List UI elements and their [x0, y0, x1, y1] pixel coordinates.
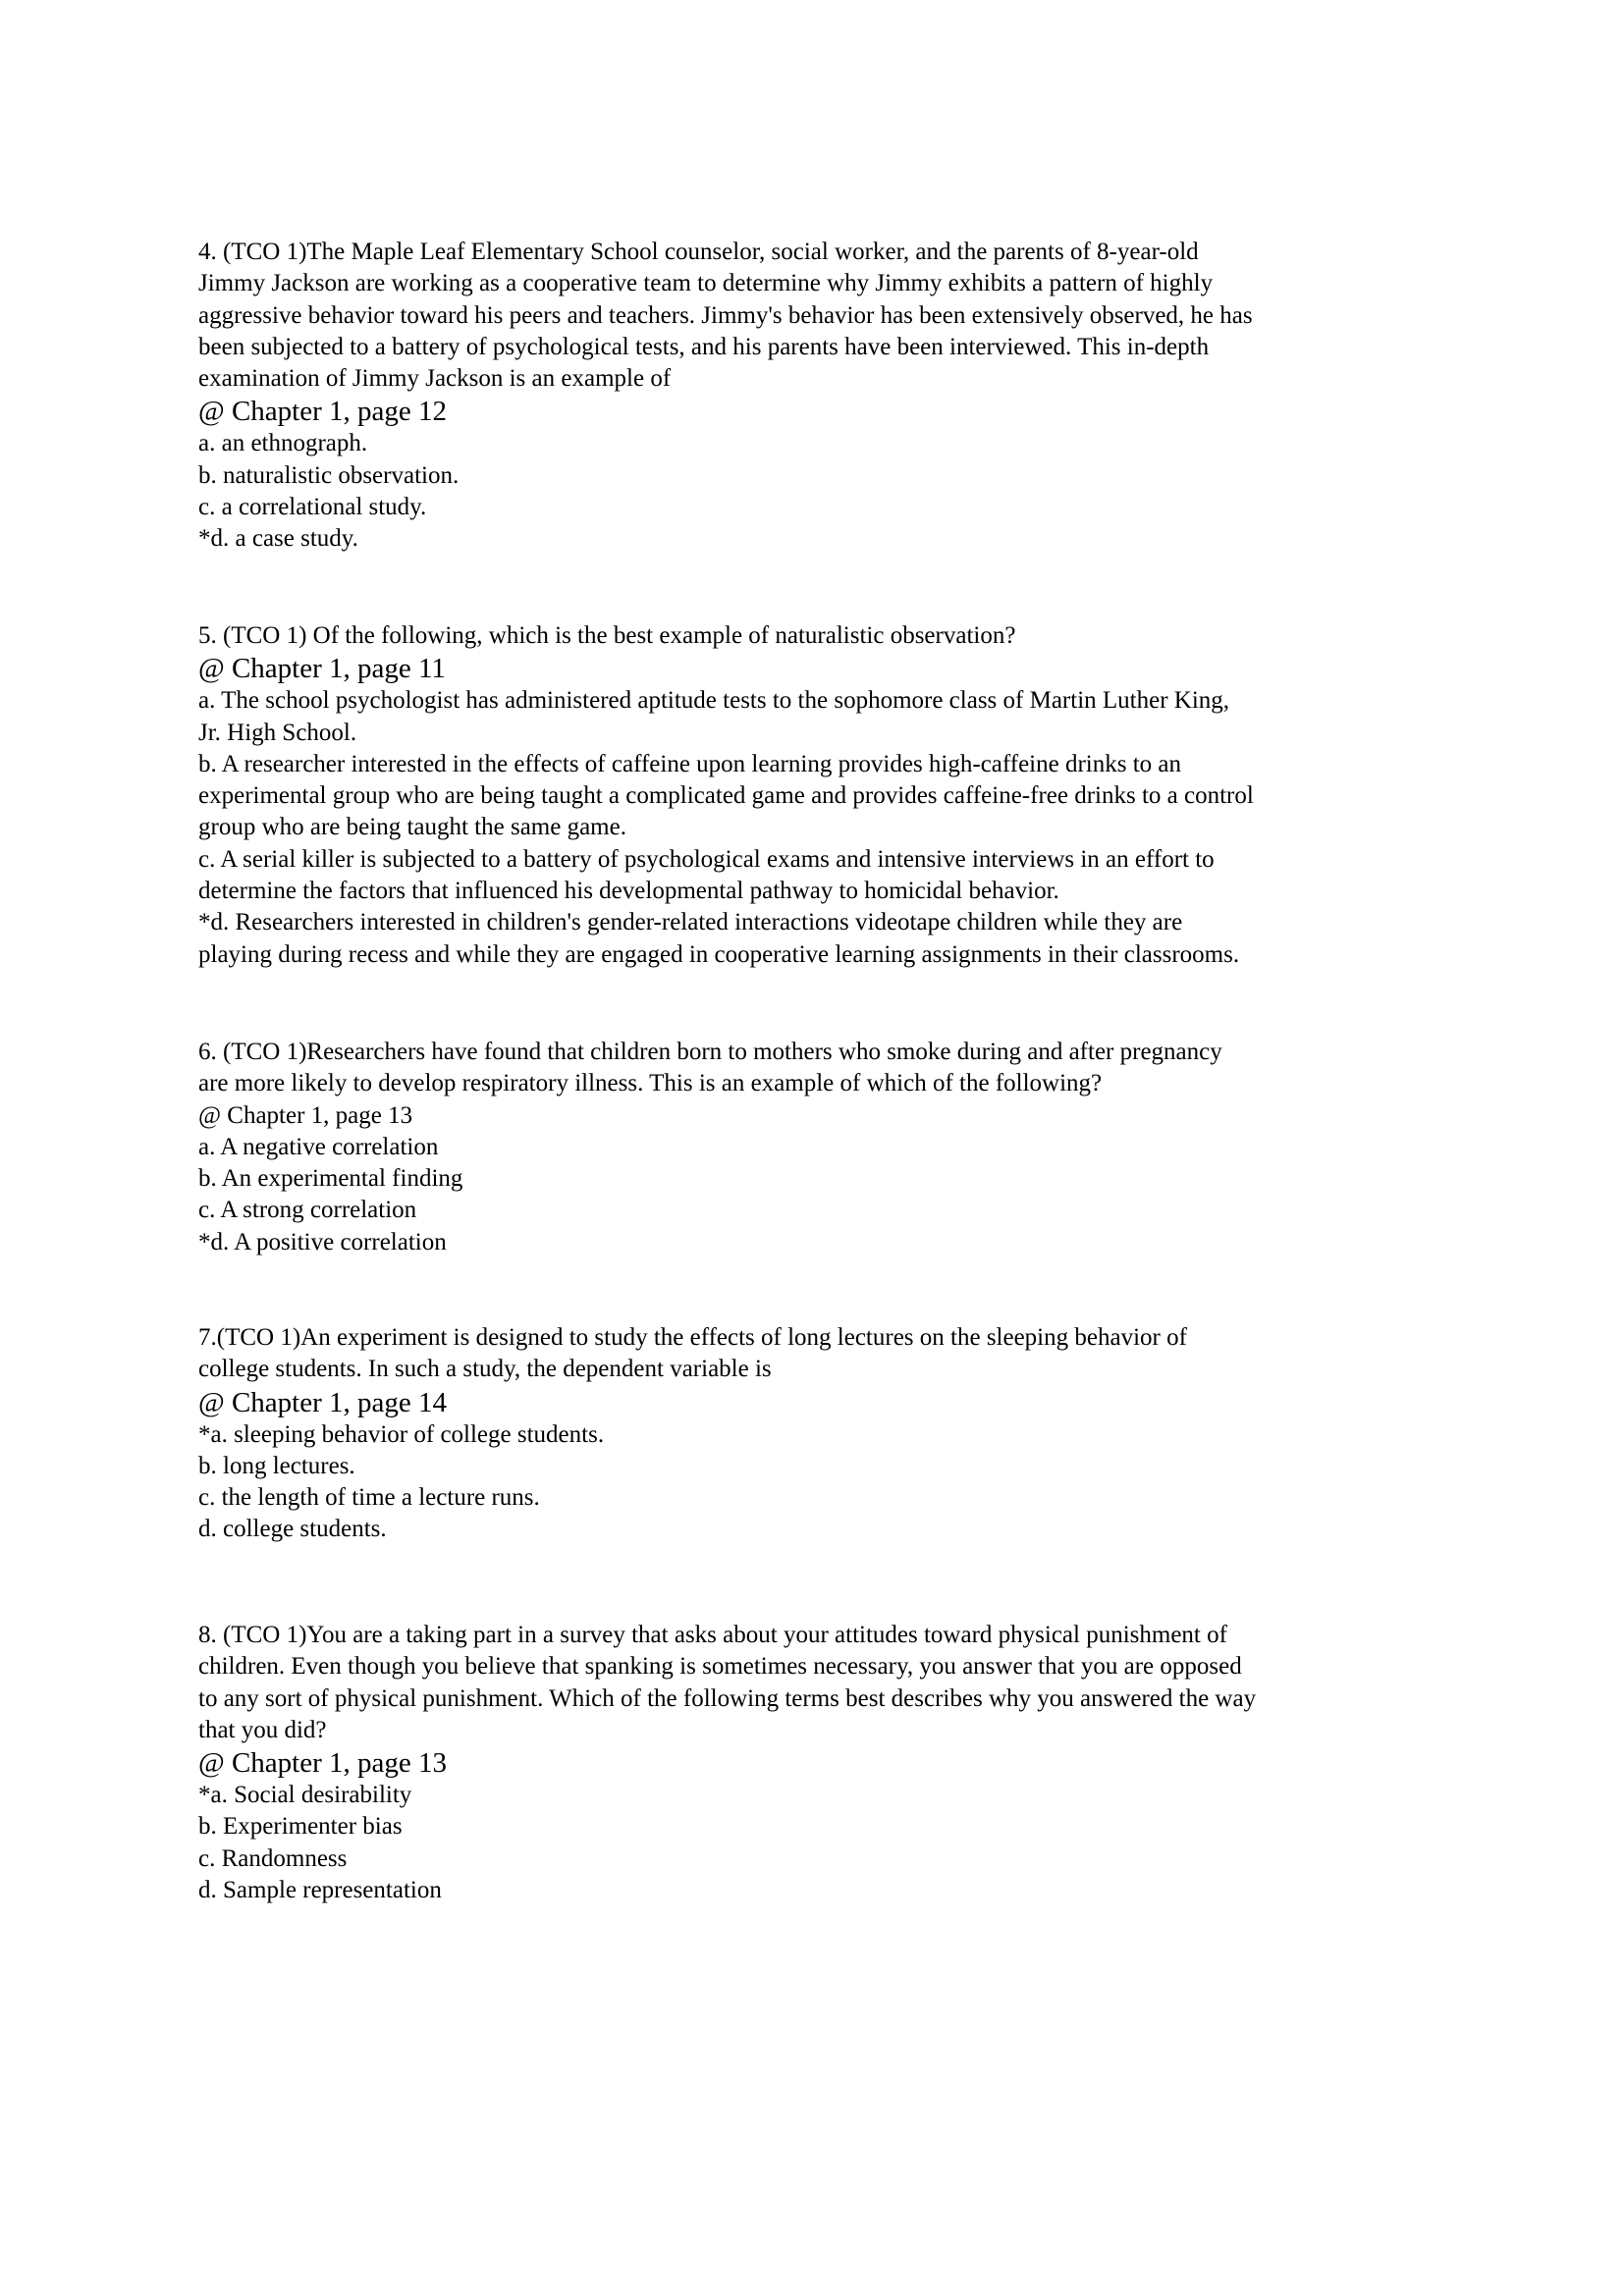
answer-option: c. Randomness	[198, 1844, 348, 1872]
chapter-reference: @ Chapter 1, page 13	[198, 1101, 413, 1129]
question-stem-line: are more likely to develop respiratory illness. This is an example of which of the following?	[198, 1070, 1103, 1097]
question-stem-line: Jimmy Jackson are working as a cooperative team to determine why Jimmy exhibits a pattern of highly	[198, 270, 1214, 297]
chapter-reference: @ Chapter 1, page 11	[198, 653, 446, 685]
question-stem-line: examination of Jimmy Jackson is an example of	[198, 365, 672, 393]
question-block	[198, 620, 1475, 971]
answer-option: determine the factors that influenced his developmental pathway to homicidal behavior.	[198, 878, 1059, 905]
question-stem-line: children. Even though you believe that spanking is sometimes necessary, you answer that you are opposed	[198, 1653, 1242, 1681]
answer-option: *a. Social desirability	[198, 1782, 412, 1809]
question-block	[198, 237, 1475, 556]
answer-option: *d. A positive correlation	[198, 1228, 447, 1255]
answer-option: b. Experimenter bias	[198, 1813, 403, 1841]
question-stem-line: aggressive behavior toward his peers and teachers. Jimmy's behavior has been extensively observed, he has	[198, 301, 1253, 329]
answer-option: group who are being taught the same game.	[198, 814, 626, 841]
question-stem-line: that you did?	[198, 1716, 327, 1743]
answer-option: d. Sample representation	[198, 1877, 442, 1904]
chapter-reference: @ Chapter 1, page 14	[198, 1386, 447, 1418]
answer-option: c. A strong correlation	[198, 1197, 417, 1224]
question-stem-line: 7.(TCO 1)An experiment is designed to study the effects of long lectures on the sleeping behavior of	[198, 1324, 1187, 1351]
answer-option: b. naturalistic observation.	[198, 461, 460, 489]
answer-option: c. A serial killer is subjected to a battery of psychological exams and intensive interviews in an effort to	[198, 845, 1215, 873]
answer-option: c. the length of time a lecture runs.	[198, 1484, 540, 1512]
question-block	[198, 1037, 1475, 1258]
answer-option: b. long lectures.	[198, 1452, 355, 1479]
answer-option: playing during recess and while they are engaged in cooperative learning assignments in their classrooms.	[198, 940, 1240, 968]
chapter-reference: @ Chapter 1, page 13	[198, 1747, 447, 1780]
answer-option: b. A researcher interested in the effects of caffeine upon learning provides high-caffeine drinks to an	[198, 750, 1182, 777]
question-stem-line: college students. In such a study, the dependent variable is	[198, 1356, 772, 1383]
answer-option: a. A negative correlation	[198, 1133, 439, 1160]
answer-option: *a. sleeping behavior of college students.	[198, 1420, 605, 1448]
answer-option: c. a correlational study.	[198, 494, 427, 521]
answer-option: experimental group who are being taught a complicated game and provides caffeine-free drinks to a control	[198, 782, 1254, 810]
chapter-reference: @ Chapter 1, page 12	[198, 396, 447, 428]
question-stem-line: to any sort of physical punishment. Which of the following terms best describes why you answered the way	[198, 1684, 1257, 1712]
question-stem-line: 5. (TCO 1) Of the following, which is the best example of naturalistic observation?	[198, 622, 1016, 649]
question-stem-line: 8. (TCO 1)You are a taking part in a survey that asks about your attitudes toward physical punishment of	[198, 1622, 1227, 1648]
question-stem-line: 4. (TCO 1)The Maple Leaf Elementary School counselor, social worker, and the parents of 8-year-old	[198, 239, 1199, 265]
question-block	[198, 1322, 1475, 1546]
answer-option: d. college students.	[198, 1516, 387, 1543]
answer-option: a. an ethnograph.	[198, 430, 368, 457]
answer-option: *d. Researchers interested in children's gender-related interactions videotape children while they are	[198, 909, 1183, 936]
answer-option: b. An experimental finding	[198, 1165, 463, 1193]
answer-option: Jr. High School.	[198, 719, 357, 746]
answer-option: *d. a case study.	[198, 525, 358, 553]
question-stem-line: been subjected to a battery of psychological tests, and his parents have been interviewed. This in-depth	[198, 333, 1210, 360]
question-block	[198, 1620, 1475, 1906]
question-stem-line: 6. (TCO 1)Researchers have found that children born to mothers who smoke during and after pregnancy	[198, 1039, 1222, 1065]
answer-option: a. The school psychologist has administered aptitude tests to the sophomore class of Martin Luther King,	[198, 687, 1230, 715]
